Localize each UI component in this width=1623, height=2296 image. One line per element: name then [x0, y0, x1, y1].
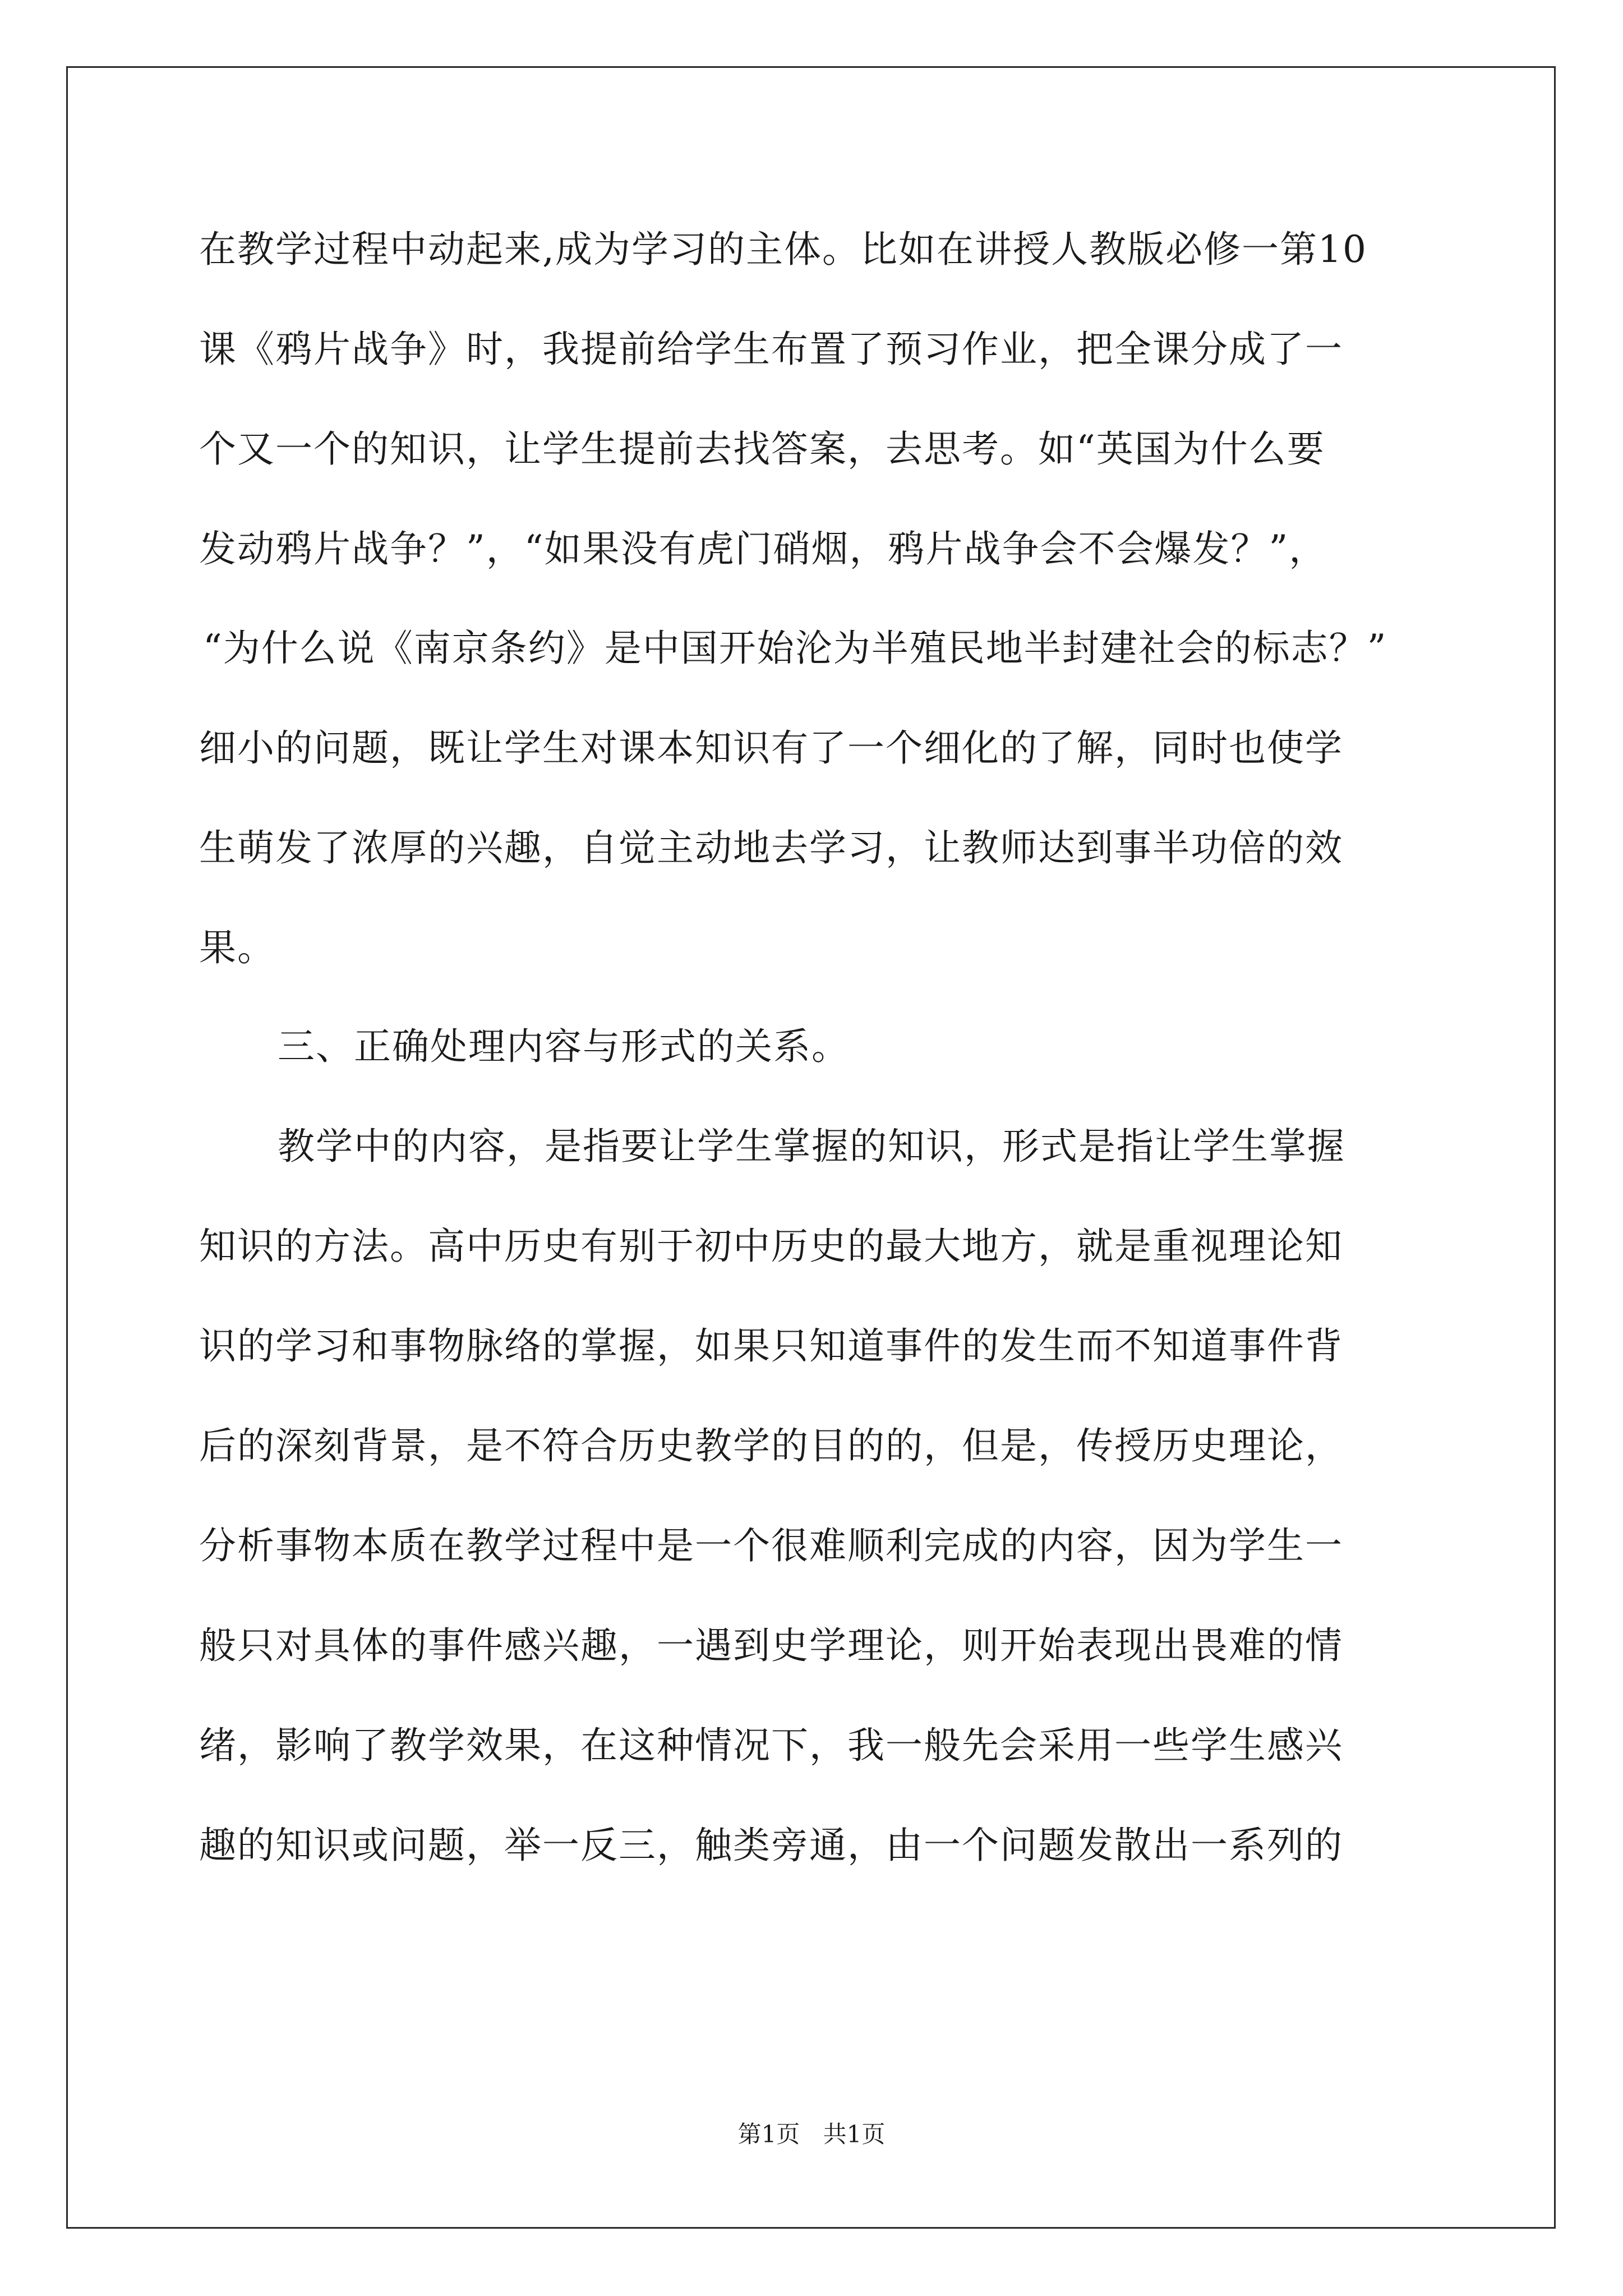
- page-number: 第1页: [737, 2120, 800, 2148]
- page-footer: [0, 2120, 1623, 2148]
- section-heading: 三、正确处理内容与形式的关系。: [278, 1025, 850, 1068]
- text-line: 知识的方法。高中历史有别于初中历史的最大地方，就是重视理论知: [199, 1225, 1343, 1268]
- text-line: 分析事物本质在教学过程中是一个很难顺利完成的内容，因为学生一: [199, 1524, 1343, 1567]
- text-line: 后的深刻背景，是不符合历史教学的目的的，但是，传授历史理论，: [199, 1424, 1343, 1467]
- text-line: 细小的问题，既让学生对课本知识有了一个细化的了解，同时也使学: [199, 726, 1343, 770]
- text-line: 发动鸦片战争？”，“如果没有虎门硝烟，鸦片战争会不会爆发？”，: [199, 527, 1327, 570]
- text-line: 识的学习和事物脉络的掌握，如果只知道事件的发生而不知道事件背: [199, 1324, 1343, 1368]
- text-line: 在教学过程中动起来,成为学习的主体。比如在讲授人教版必修一第10: [199, 228, 1367, 271]
- text-line: 趣的知识或问题，举一反三，触类旁通，由一个问题发散出一系列的: [199, 1824, 1343, 1867]
- text-line: 课《鸦片战争》时，我提前给学生布置了预习作业，把全课分成了一: [199, 328, 1343, 371]
- text-line: “为什么说《南京条约》是中国开始沦为半殖民地半封建社会的标志？”: [203, 627, 1387, 670]
- text-line: 个又一个的知识，让学生提前去找答案，去思考。如“英国为什么要: [199, 427, 1325, 471]
- text-line: 果。: [199, 926, 275, 969]
- text-line: 生萌发了浓厚的兴趣，自觉主动地去学习，让教师达到事半功倍的效: [199, 826, 1343, 869]
- text-line: 般只对具体的事件感兴趣，一遇到史学理论，则开始表现出畏难的情: [199, 1624, 1343, 1667]
- text-line: 绪，影响了教学效果，在这种情况下，我一般先会采用一些学生感兴: [199, 1724, 1343, 1767]
- text-line: 教学中的内容，是指要让学生掌握的知识，形式是指让学生掌握: [278, 1125, 1345, 1168]
- page-count: 共1页: [823, 2120, 886, 2148]
